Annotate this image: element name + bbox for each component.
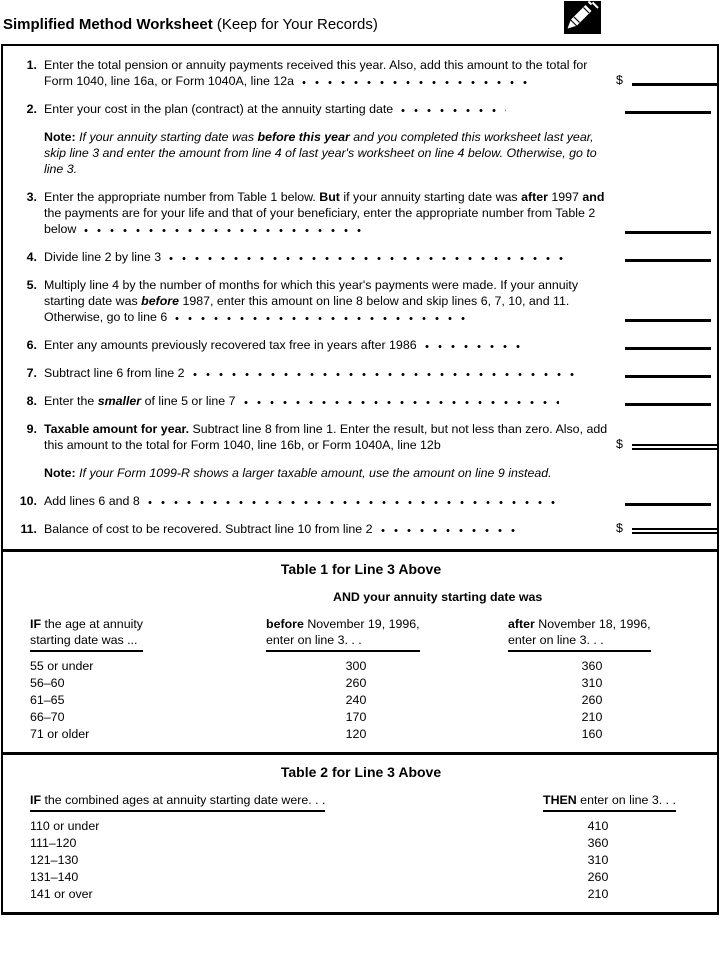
worksheet-line-11: [11, 521, 711, 537]
dollar-sign: $: [616, 73, 623, 87]
entry-line-11: [632, 528, 718, 534]
line-2-rich-text: Enter your cost in the plan (contract) at the annuity starting date: [44, 102, 394, 116]
table2-value: 210: [587, 887, 609, 901]
worksheet-line-2: [11, 101, 711, 117]
line-7-rich-text: Subtract line 6 from line 2: [44, 366, 185, 380]
line-1-rich-text: Enter the total pension or annuity payments received this year. Also, add this amount to the total for Form 1040, line 16a, or Form 1040A, line 12a: [44, 58, 588, 88]
line-11-rich-text: Balance of cost to be recovered. Subtract line 10 from line 2: [44, 522, 373, 536]
table2-row: [11, 835, 711, 852]
line-3-number: 3.: [26, 190, 37, 204]
entry-line-6: [625, 347, 711, 350]
page-title-subtitle: (Keep for Your Records): [212, 16, 378, 33]
line-7-text: [44, 365, 616, 381]
line-9-amount-area: [616, 438, 718, 453]
table1-after-value: 260: [581, 693, 603, 707]
table1-title: Table 1 for Line 3 Above: [280, 561, 442, 577]
line-8-number: 8.: [26, 394, 37, 408]
table2-value: 410: [587, 819, 609, 833]
table1-row: [11, 709, 711, 726]
table2-col1-header: IF the combined ages at annuity starting date were. . .: [11, 792, 543, 812]
line-2-text: [44, 101, 616, 117]
entry-line-1: [632, 83, 718, 86]
table2-header-row: [11, 792, 711, 812]
table1-after-value: 160: [581, 727, 603, 741]
table1-row: [11, 658, 711, 675]
table1-before-value: 260: [345, 676, 367, 690]
pencil-icon: [564, 1, 601, 34]
worksheet-line-1: [11, 57, 711, 89]
table1-row: [11, 692, 711, 709]
section-divider: [3, 549, 717, 552]
line-9-rich-text: Taxable amount for year. Subtract line 8 from line 1. Enter the result, but not less than zero. Also, add this amount to the total for Form 1040, line 16b, or Form 1040A, line 12b: [44, 422, 608, 452]
dot-leader: [401, 109, 506, 112]
table1-before-value: 120: [345, 727, 367, 741]
note-after-line-2: [44, 129, 616, 177]
dot-leader: [169, 257, 564, 260]
table1-after-value: 210: [581, 710, 603, 724]
dot-leader: [381, 529, 521, 532]
line-10-amount-area: [616, 503, 711, 509]
entry-line-3: [625, 231, 711, 234]
table1-col2-header: before November 19, 1996, enter on line 3. . .: [266, 616, 446, 652]
line-6-rich-text: Enter any amounts previously recovered tax free in years after 1986: [44, 338, 417, 352]
table1-before-value: 300: [345, 659, 367, 673]
dot-leader: [148, 501, 563, 504]
line-10-text: [44, 493, 616, 509]
dot-leader: [244, 401, 559, 404]
dot-leader: [193, 373, 578, 376]
line-10-rich-text: Add lines 6 and 8: [44, 494, 140, 508]
table1-row: [11, 726, 711, 743]
entry-line-2: [625, 111, 711, 114]
table1-before-value: 240: [345, 693, 367, 707]
table2-ages-cell: 111–120: [30, 836, 77, 850]
table2-title: Table 2 for Line 3 Above: [280, 764, 442, 780]
line-6-number: 6.: [26, 338, 37, 352]
table2-col2-header: THEN enter on line 3. . .: [543, 792, 711, 812]
table2-value: 360: [587, 836, 609, 850]
note-after-line-9: [44, 465, 616, 481]
entry-line-10: [625, 503, 711, 506]
table1-age-cell: 56–60: [30, 676, 65, 690]
section-divider: [3, 752, 717, 755]
table1-row: [11, 675, 711, 692]
worksheet-line-4: [11, 249, 711, 265]
line-2-number: 2.: [26, 102, 37, 116]
page-title-bold: Simplified Method Worksheet: [3, 16, 213, 33]
line-2-amount-area: [616, 111, 711, 117]
note-rich-text: Note: If your Form 1099-R shows a larger taxable amount, use the amount on line 9 instead.: [44, 466, 552, 480]
line-8-rich-text: Enter the smaller of line 5 or line 7: [44, 394, 236, 408]
line-5-number: 5.: [26, 278, 37, 292]
line-4-number: 4.: [26, 250, 37, 264]
worksheet-line-5: [11, 277, 711, 325]
entry-line-4: [625, 259, 711, 262]
table2-ages-cell: 141 or over: [30, 887, 93, 901]
dot-leader: [84, 229, 364, 232]
line-5-text: [44, 277, 616, 325]
worksheet-line-10: [11, 493, 711, 509]
entry-line-9: [632, 444, 718, 450]
worksheet-line-8: [11, 393, 711, 409]
line-3-rich-text: Enter the appropriate number from Table 1 below. But if your annuity starting date was after 1997 and the payments are for your life and that of your beneficiary, enter the appropriate number from Table 2 below: [44, 190, 605, 236]
table1-after-value: 360: [581, 659, 603, 673]
line-9-text: [44, 421, 616, 453]
page-title: [3, 16, 378, 34]
line-4-rich-text: Divide line 2 by line 3: [44, 250, 162, 264]
dollar-sign: $: [616, 521, 623, 535]
line-1-amount-area: [616, 74, 718, 89]
table2-row: [11, 886, 711, 903]
worksheet-box: [1, 44, 719, 915]
worksheet-line-3: [11, 189, 711, 237]
line-1-text: [44, 57, 616, 89]
table1-age-cell: 61–65: [30, 693, 65, 707]
line-6-text: [44, 337, 616, 353]
worksheet-line-9: [11, 421, 711, 453]
table2-ages-cell: 110 or under: [30, 819, 100, 833]
table2-row: [11, 852, 711, 869]
dot-leader: [302, 81, 527, 84]
entry-line-5: [625, 319, 711, 322]
line-1-number: 1.: [26, 58, 37, 72]
table2-value: 260: [587, 870, 609, 884]
table1-after-value: 310: [581, 676, 603, 690]
line-7-number: 7.: [26, 366, 37, 380]
table1-col1-header: IF the age at annuity starting date was ...: [11, 616, 266, 652]
line-5-rich-text: Multiply line 4 by the number of months for which this year's payments were made. If your annuity starting date was before 1987, enter this amount on line 8 below and skip lines 6, 7, 10, and 11. Otherwise, go to line 6: [44, 278, 579, 324]
worksheet-line-6: [11, 337, 711, 353]
table2-row: [11, 869, 711, 886]
table2-row: [11, 818, 711, 835]
line-11-number: 11.: [20, 522, 37, 536]
table1-before-value: 170: [345, 710, 367, 724]
line-3-text: [44, 189, 616, 237]
line-11-text: [44, 521, 616, 537]
line-5-amount-area: [616, 319, 711, 325]
line-3-amount-area: [616, 231, 711, 237]
line-11-amount-area: [616, 522, 718, 537]
dot-leader: [425, 345, 520, 348]
line-4-amount-area: [616, 259, 711, 265]
table1-age-cell: 55 or under: [30, 659, 94, 673]
table2-value: 310: [587, 853, 609, 867]
dollar-sign: $: [616, 437, 623, 451]
line-10-number: 10.: [19, 494, 37, 508]
table2-ages-cell: 121–130: [30, 853, 79, 867]
table2-ages-cell: 131–140: [30, 870, 79, 884]
worksheet-line-7: [11, 365, 711, 381]
table1-col3-header: after November 18, 1996, enter on line 3. . .: [508, 616, 676, 652]
line-9-number: 9.: [26, 422, 37, 436]
line-7-amount-area: [616, 375, 711, 381]
table1-age-cell: 71 or older: [30, 727, 90, 741]
entry-line-7: [625, 375, 711, 378]
table1-span-header: AND your annuity starting date was: [333, 590, 543, 604]
table1-age-cell: 66–70: [30, 710, 65, 724]
note-rich-text: Note: If your annuity starting date was before this year and you completed this worksheet last year, skip line 3 and enter the amount from line 4 of last year's worksheet on line 4 below. Otherwise, go to line 3.: [44, 130, 597, 176]
line-6-amount-area: [616, 347, 711, 353]
line-4-text: [44, 249, 616, 265]
line-8-amount-area: [616, 403, 711, 409]
entry-line-8: [625, 403, 711, 406]
table1-header-row: [11, 616, 711, 652]
line-8-text: [44, 393, 616, 409]
dot-leader: [175, 317, 465, 320]
